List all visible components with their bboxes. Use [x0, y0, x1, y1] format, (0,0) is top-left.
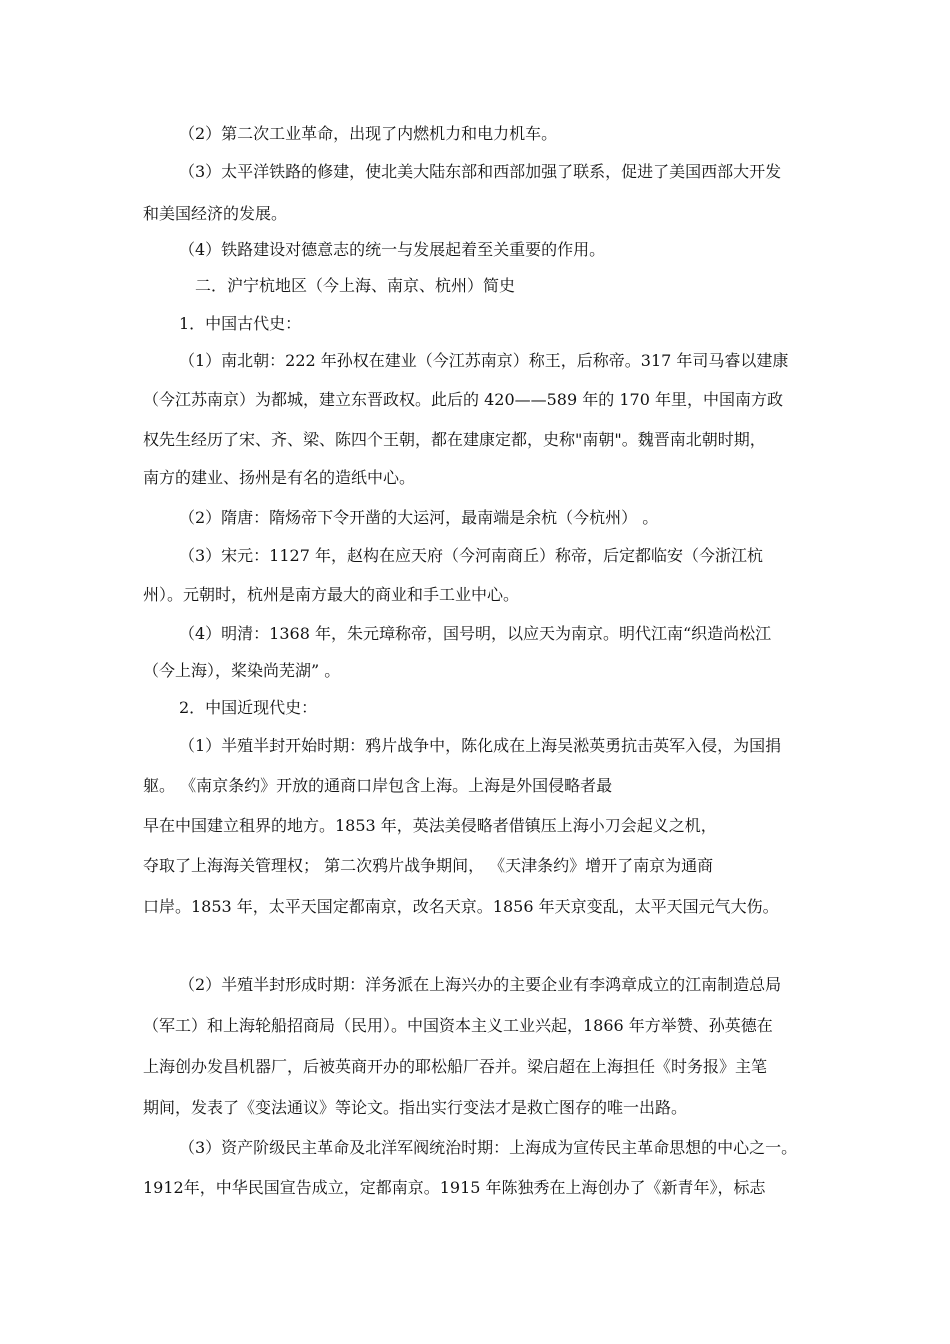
section-heading: 二．沪宁杭地区（今上海、南京、杭州）简史 [195, 276, 516, 295]
text-line: 期间，发表了《变法通议》等论文。指出实行变法才是救亡图存的唯一出路。 [143, 1098, 688, 1117]
text-line: （2）第二次工业革命，出现了内燃机力和电力机车。 [179, 124, 558, 143]
text-line: 南方的建业、扬州是有名的造纸中心。 [143, 468, 416, 487]
subsection-heading: 1．中国古代史： [179, 314, 302, 333]
text-line: （3）太平洋铁路的修建，使北美大陆东部和西部加强了联系，促进了美国西部大开发 [179, 162, 782, 181]
text-line: 州）。元朝时，杭州是南方最大的商业和手工业中心。 [143, 585, 520, 604]
text-line: （今江苏南京）为都城，建立东晋政权。此后的 420——589 年的 170 年里，中国南方政 [143, 390, 783, 409]
text-line: （1）半殖半封开始时期：鸦片战争中，陈化成在上海吴淞英勇抗击英军入侵，为国捐 [179, 736, 782, 755]
text-line: （3）资产阶级民主革命及北洋军阀统治时期：上海成为宣传民主革命思想的中心之一。 [179, 1138, 798, 1157]
text-line: 和美国经济的发展。 [143, 204, 288, 223]
subsection-heading: 2．中国近现代史： [179, 698, 318, 717]
text-line: 权先生经历了宋、齐、梁、陈四个王朝，都在建康定都，史称"南朝"。魏晋南北朝时期， [143, 430, 766, 449]
text-line: （2）半殖半封形成时期：洋务派在上海兴办的主要企业有李鸿章成立的江南制造总局 [179, 975, 782, 994]
text-line: 躯。 《南京条约》开放的通商口岸包含上海。上海是外国侵略者最 [143, 776, 613, 795]
text-line: 上海创办发昌机器厂，后被英商开办的耶松船厂吞并。梁启超在上海担任《时务报》主笔 [143, 1057, 768, 1076]
text-line: （3）宋元：1127 年，赵构在应天府（今河南商丘）称帝，后定都临安（今浙江杭 [179, 546, 763, 565]
text-line: 早在中国建立租界的地方。1853 年，英法美侵略者借镇压上海小刀会起义之机， [143, 816, 717, 835]
text-line: 1912年，中华民国宣告成立，定都南京。1915 年陈独秀在上海创办了《新青年》，标志 [143, 1178, 766, 1197]
text-line: （4）铁路建设对德意志的统一与发展起着至关重要的作用。 [179, 240, 606, 259]
text-line: 口岸。1853 年，太平天国定都南京，改名天京。1856 年天京变乱，太平天国元气大伤。 [143, 897, 779, 916]
text-line: （4）明清：1368 年，朱元璋称帝，国号明，以应天为南京。明代江南“织造尚松江 [179, 624, 772, 643]
text-line: （今上海），桨染尚芜湖” 。 [143, 661, 341, 680]
text-line: 夺取了上海海关管理权； 第二次鸦片战争期间， 《天津条约》增开了南京为通商 [143, 856, 714, 875]
text-line: （2）隋唐：隋炀帝下令开凿的大运河，最南端是余杭（今杭州） 。 [179, 508, 659, 527]
text-line: （军工）和上海轮船招商局（民用）。中国资本主义工业兴起，1866 年方举赞、孙英德在 [143, 1016, 773, 1035]
text-line: （1）南北朝：222 年孙权在建业（今江苏南京）称王，后称帝。317 年司马睿以建康 [179, 351, 789, 370]
